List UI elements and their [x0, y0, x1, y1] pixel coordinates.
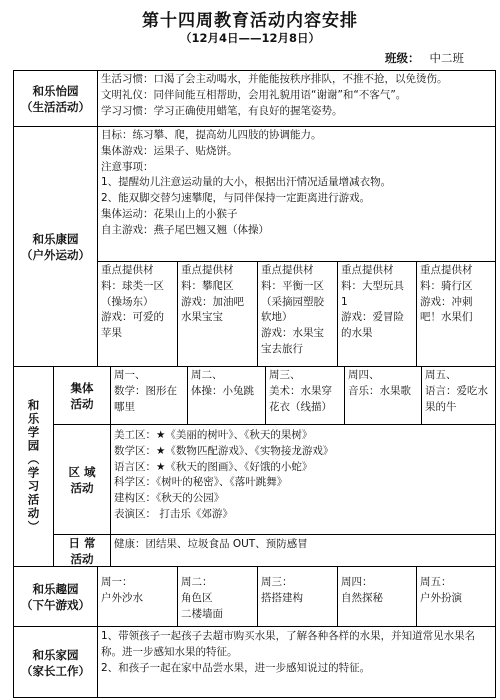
outdoor-activity-label [14, 127, 98, 367]
schedule-table [13, 70, 496, 698]
day-line: 音乐：水果歌 [348, 384, 411, 397]
zone-line: （采摘园塑胶 [261, 295, 324, 308]
zone-line: （操场东） [101, 295, 154, 308]
zone-line: 重点提供材 [420, 264, 473, 276]
outdoor-zone-5 [417, 262, 496, 367]
area-line: 表演区： 打击乐《郊游》 [114, 507, 233, 520]
day-line: 花衣（线描） [269, 400, 332, 413]
zone-line: 重点提供材 [261, 264, 314, 276]
life-activity-label [14, 71, 98, 127]
day-line: 周四、 [348, 369, 380, 381]
day-line: 语言：爱吃水 [425, 384, 488, 397]
class-info [385, 50, 464, 66]
daily-line: 健康：团结果、垃圾食品 OUT、预防感冒 [114, 538, 308, 550]
outdoor-line: 自主游戏：燕子尾巴翘又翘（体操） [101, 223, 269, 236]
page-title: 第十四周教育活动内容安排 [142, 11, 358, 31]
zone-line: 吧！水果们 [420, 311, 473, 324]
outdoor-zone-1 [98, 262, 178, 367]
day-line: 自然探秘 [341, 591, 383, 604]
zone-line: 宝去旅行 [261, 342, 303, 355]
zone-line: 的水果 [341, 327, 373, 340]
zone-line: 重点提供材 [341, 264, 394, 276]
day-line: 果的牛 [425, 400, 457, 413]
group-label-line: 集体 [70, 380, 94, 395]
class-label: 班级： [385, 51, 420, 65]
outdoor-label-title: 和乐康园 [32, 231, 79, 246]
zone-line: 游戏：加油吧 [181, 295, 244, 308]
outdoor-zone-2 [178, 262, 258, 367]
home-label-title: 和乐家园 [32, 648, 79, 662]
zone-line: 游戏：水果宝 [261, 327, 324, 340]
group-day-5 [422, 367, 496, 425]
home-line: 2、和孩子一起在家中品尝水果，进一步感知说过的特征。 [101, 661, 371, 674]
zone-line: 料：球类一区 [101, 279, 164, 292]
day-line: 周一、 [114, 369, 146, 381]
zone-line: 料：平衡一区 [261, 279, 324, 292]
interest-day-1 [98, 567, 178, 627]
life-label-title: 和乐怡园 [32, 83, 79, 98]
life-activity-content [98, 71, 496, 127]
home-line: 1、带领孩子一起孩子去超市购买水果，了解各种各样的水果，并知道常见水果名称。进一步感知水果的特征。 [101, 630, 476, 658]
outdoor-line: 注意事项： [101, 160, 154, 173]
zone-line: 游戏：爱冒险 [341, 311, 404, 324]
learning-activity-label [14, 367, 54, 567]
group-label-line: 活动 [70, 396, 94, 411]
interest-label-title: 和乐趣园 [32, 581, 79, 596]
area-line: 科学区：《树叶的秘密》、《落叶跳舞》 [114, 476, 288, 489]
daily-activity-label [54, 535, 111, 567]
interest-day-2 [178, 567, 258, 627]
outdoor-line: 2、能双脚交替匀速攀爬，与同伴保持一定距离进行游戏。 [101, 192, 371, 205]
group-day-3 [266, 367, 345, 425]
group-day-4 [345, 367, 422, 425]
life-line: 学习习惯：学习正确使用蜡笔，有良好的握笔姿势。 [101, 104, 343, 117]
group-activity-label [54, 367, 111, 425]
zone-line: 游戏：冲刺 [420, 295, 473, 308]
day-line: 角色区 [181, 591, 213, 604]
day-line: 周二： [181, 576, 213, 588]
day-line: 户外沙水 [101, 591, 143, 604]
life-label-sub: （生活活动） [21, 99, 90, 114]
zone-line: 料：骑行区 [420, 279, 473, 292]
zone-line: 苹果 [101, 327, 122, 340]
area-line: 建构区：《秋天的公园》 [114, 492, 225, 505]
zone-line: 水果宝宝 [181, 311, 223, 324]
area-activity-label [54, 425, 111, 535]
group-day-2 [188, 367, 266, 425]
outdoor-line: 目标：练习攀、爬，提高幼儿四肢的协调能力。 [101, 129, 322, 141]
group-day-1 [111, 367, 188, 425]
home-activity-content [98, 627, 496, 698]
day-line: 美术：水果穿 [269, 384, 332, 397]
zone-line: 重点提供材 [101, 264, 154, 276]
interest-day-5 [417, 567, 496, 627]
day-line: 周一： [101, 576, 133, 588]
interest-label-sub: （下午游戏） [21, 597, 90, 612]
area-line: 数学区：★《数物匹配游戏》、《实物接龙游戏》 [114, 444, 334, 457]
home-activity-label [14, 627, 98, 698]
zone-line: 软地） [261, 311, 293, 324]
outdoor-label-sub: （户外运动） [21, 247, 90, 262]
area-line: 语言区：★《秋天的图画》、《好饿的小蛇》 [114, 460, 313, 473]
outdoor-activity-content [98, 127, 496, 262]
interest-day-4 [338, 567, 417, 627]
day-line: 哪里 [114, 400, 135, 413]
date-range: （12月4日——12月8日） [179, 31, 320, 45]
life-line: 文明礼仪：同伴间能互相帮助，会用礼貌用语“谢谢”和“不客气”。 [101, 88, 407, 101]
class-value: 中二班 [429, 51, 464, 65]
interest-activity-label [14, 567, 98, 627]
zone-line: 1 [341, 295, 348, 308]
daily-activity-content [111, 535, 496, 567]
zone-line: 重点提供材 [181, 264, 234, 276]
day-line: 周三、 [269, 369, 301, 381]
day-line: 周三： [261, 576, 293, 588]
outdoor-line: 集体运动：花果山上的小猴子 [101, 207, 238, 220]
day-line: 体操：小兔跳 [191, 384, 254, 397]
daily-label-line: 活动 [70, 551, 94, 566]
day-line: 周五： [420, 576, 452, 588]
outdoor-zone-3 [258, 262, 338, 367]
learning-label-text: 和乐学园（学习活动） [26, 399, 41, 534]
outdoor-line: 集体游戏：运果子、贴烧饼。 [101, 144, 238, 157]
area-label-line: 活动 [70, 480, 94, 495]
zone-line: 料：攀爬区 [181, 279, 234, 292]
day-line: 户外扮演 [420, 591, 462, 604]
day-line: 周四： [341, 576, 373, 588]
day-line: 周五、 [425, 369, 457, 381]
home-label-sub: （家长工作） [21, 664, 90, 678]
daily-label-line: 日 常 [68, 535, 96, 550]
zone-line: 料：大型玩具 [341, 279, 404, 292]
day-line: 二楼墙面 [181, 607, 223, 620]
area-activity-content [111, 425, 496, 535]
outdoor-zone-4 [338, 262, 417, 367]
day-line: 周二、 [191, 369, 223, 381]
day-line: 数学：图形在 [114, 384, 177, 397]
zone-line: 游戏：可爱的 [101, 311, 164, 324]
area-label-line: 区 域 [68, 464, 96, 479]
outdoor-line: 1、提醒幼儿注意运动量的大小，根据出汗情况适量增减衣物。 [101, 176, 392, 189]
interest-day-3 [258, 567, 338, 627]
life-line: 生活习惯：口渴了会主动喝水，并能能按秩序排队，不推不抢，以免烫伤。 [101, 73, 448, 85]
area-line: 美工区：★《美丽的树叶》、《秋天的果树》 [114, 429, 313, 441]
day-line: 搭搭建构 [261, 591, 303, 604]
